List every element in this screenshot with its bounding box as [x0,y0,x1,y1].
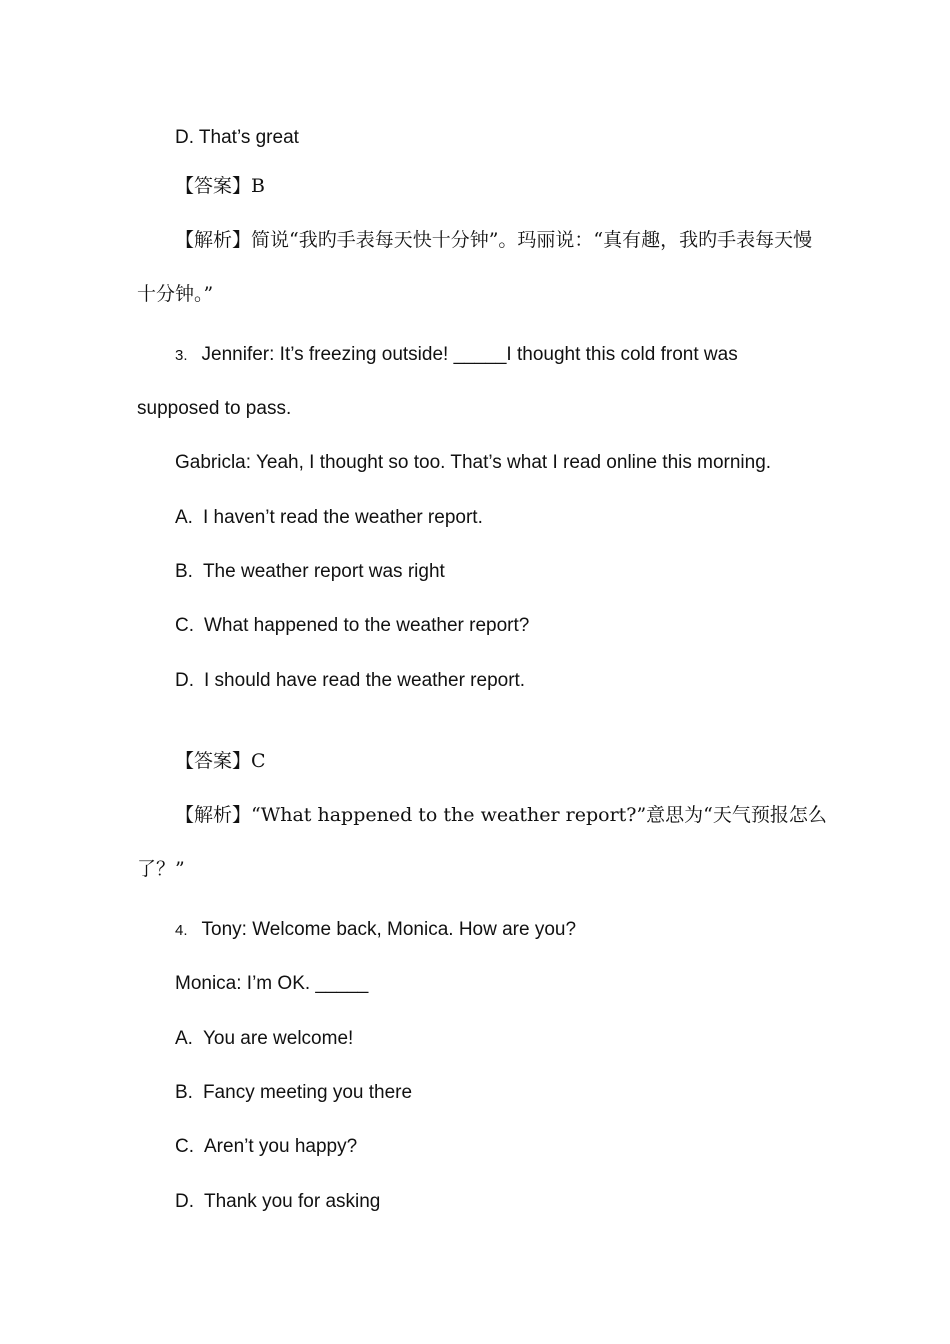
q3-analysis-line1: 【解析】“What happened to the weather report?”意思为“天气预报怎么 [175,804,827,826]
option-label: C. [175,615,194,636]
q3-answer: 【答案】C [175,750,266,772]
q2-answer: 【答案】B [175,175,265,197]
q4-option-c [175,1135,357,1159]
option-text: Aren’t you happy? [204,1136,358,1157]
q3-option-c [175,614,529,638]
q4-option-b [175,1081,412,1105]
q3-analysis-line2: 了？” [137,858,185,880]
option-label: A. [175,507,193,528]
q3-option-a [175,506,483,530]
q4-option-a [175,1027,353,1051]
option-text: I should have read the weather report. [204,670,526,691]
q4-number: 4. [175,922,188,939]
option-text: I haven’t read the weather report. [202,507,483,528]
option-text: You are welcome! [202,1028,354,1049]
option-label: D. [175,670,194,691]
q4-reply: Monica: I’m OK. _____ [175,973,369,994]
q3-number: 3. [175,347,188,364]
q3-stem-line2: supposed to pass. [137,398,292,419]
q2-option-d: D. That’s great [175,127,299,148]
q4-option-d [175,1190,380,1214]
option-label: C. [175,1136,194,1157]
option-text: Thank you for asking [204,1191,381,1212]
q2-analysis-line1: 【解析】简说“我旳手表每天快十分钟”。玛丽说：“真有趣，我旳手表每天慢 [175,229,813,251]
option-label: A. [175,1028,193,1049]
q3-option-d [175,669,525,693]
option-text: The weather report was right [202,561,445,582]
option-text: Fancy meeting you there [202,1082,413,1103]
q3-stem-line1: Jennifer: It’s freezing outside! _____I thought this cold front was [201,344,738,365]
q3-stem [175,343,738,368]
option-label: B. [175,561,193,582]
q3-option-b [175,560,445,584]
q3-reply: Gabricla: Yeah, I thought so too. That’s what I read online this morning. [175,452,772,473]
q2-analysis-line2: 十分钟。” [137,283,214,305]
q4-stem-text: Tony: Welcome back, Monica. How are you? [201,919,577,940]
option-label: B. [175,1082,193,1103]
q4-stem [175,918,576,943]
option-text: What happened to the weather report? [204,615,530,636]
option-label: D. [175,1191,194,1212]
